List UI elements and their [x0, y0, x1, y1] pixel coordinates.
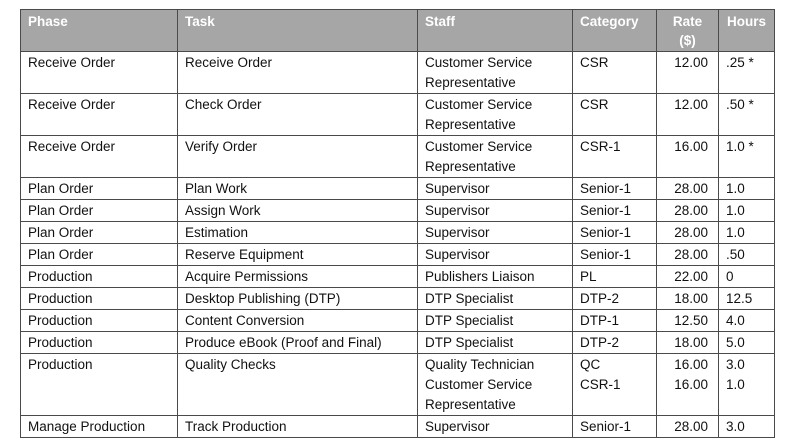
cell-category-line: CSR — [580, 97, 609, 112]
cell-staff-line: Customer Service — [425, 377, 533, 392]
table-row — [21, 416, 775, 438]
cell-hours-line: 1.0 — [726, 181, 745, 196]
cell-hours — [719, 310, 775, 332]
cell-task: Desktop Publishing (DTP) — [178, 288, 418, 310]
cell-rate — [657, 332, 719, 354]
cell-rate-line: 28.00 — [674, 225, 708, 240]
cell-task: Check Order — [178, 94, 418, 136]
cell-rate-line: 28.00 — [674, 181, 708, 196]
cell-hours — [719, 94, 775, 136]
table-row — [21, 288, 775, 310]
cell-rate — [657, 136, 719, 178]
cell-phase: Receive Order — [21, 94, 178, 136]
cell-rate-line: 12.00 — [674, 97, 708, 112]
cell-category-line: DTP-1 — [580, 313, 620, 328]
cell-hours-line: .50 — [726, 247, 745, 262]
cell-hours-line: 1.0 * — [726, 139, 754, 154]
cell-hours — [719, 200, 775, 222]
cell-phase: Plan Order — [21, 178, 178, 200]
cell-rate — [657, 52, 719, 94]
cell-phase: Manage Production — [21, 416, 178, 438]
cell-staff-line: Quality Technician — [425, 357, 535, 372]
cell-rate-line: 28.00 — [674, 419, 708, 434]
cell-phase: Receive Order — [21, 52, 178, 94]
table-row — [21, 178, 775, 200]
cell-rate-line: 28.00 — [674, 203, 708, 218]
table-row — [21, 200, 775, 222]
table-row — [21, 222, 775, 244]
cell-hours-line: 0 — [726, 269, 734, 284]
cell-category-line: DTP-2 — [580, 291, 620, 306]
table-row — [21, 244, 775, 266]
cell-staff-line: DTP Specialist — [425, 335, 514, 350]
cell-staff-line: Supervisor — [425, 225, 490, 240]
cell-category — [573, 52, 657, 94]
cell-task: Verify Order — [178, 136, 418, 178]
cell-staff — [418, 416, 573, 438]
cell-task: Quality Checks — [178, 354, 418, 416]
cell-rate — [657, 266, 719, 288]
cell-category — [573, 416, 657, 438]
cell-category-line: Senior-1 — [580, 203, 632, 218]
cell-category — [573, 310, 657, 332]
cell-staff-line: Publishers Liaison — [425, 269, 535, 284]
cell-rate-line: 18.00 — [674, 291, 708, 306]
cell-category-line: CSR-1 — [580, 377, 621, 392]
cell-task: Produce eBook (Proof and Final) — [178, 332, 418, 354]
cell-staff-line: Customer Service — [425, 55, 533, 70]
cell-phase: Receive Order — [21, 136, 178, 178]
cell-hours — [719, 178, 775, 200]
header-row — [21, 10, 775, 52]
cell-rate — [657, 222, 719, 244]
cell-staff-line: Customer Service — [425, 139, 533, 154]
cell-hours-line: .50 * — [726, 97, 754, 112]
cell-hours — [719, 288, 775, 310]
cell-task: Receive Order — [178, 52, 418, 94]
cell-staff-line: Supervisor — [425, 419, 490, 434]
cell-staff-line: Customer Service — [425, 97, 533, 112]
cell-rate — [657, 94, 719, 136]
cell-category — [573, 332, 657, 354]
cell-rate-line: 22.00 — [674, 269, 708, 284]
cell-hours — [719, 222, 775, 244]
cell-hours-line: 3.0 — [726, 357, 745, 372]
cell-rate — [657, 178, 719, 200]
cell-category-line: Senior-1 — [580, 225, 632, 240]
column-header-staff: Staff — [418, 10, 573, 52]
table-row — [21, 332, 775, 354]
cell-phase: Plan Order — [21, 200, 178, 222]
cell-hours-line: 3.0 — [726, 419, 745, 434]
cell-category — [573, 178, 657, 200]
cell-staff — [418, 222, 573, 244]
table-row — [21, 266, 775, 288]
cell-hours — [719, 332, 775, 354]
cell-staff — [418, 288, 573, 310]
cell-hours-line: 1.0 — [726, 203, 745, 218]
cell-rate-line: 16.00 — [674, 139, 708, 154]
table-row — [21, 136, 775, 178]
cell-category-line: DTP-2 — [580, 335, 620, 350]
cell-phase: Production — [21, 266, 178, 288]
table-row — [21, 310, 775, 332]
cell-category — [573, 288, 657, 310]
cell-staff — [418, 310, 573, 332]
cell-category — [573, 354, 657, 416]
cell-staff-line: Representative — [425, 397, 516, 412]
cell-staff-line: Representative — [425, 75, 516, 90]
cell-staff-line: DTP Specialist — [425, 291, 514, 306]
cell-hours — [719, 244, 775, 266]
cell-staff-line: Supervisor — [425, 181, 490, 196]
cell-rate — [657, 310, 719, 332]
task-cost-table — [20, 9, 775, 438]
cell-task: Reserve Equipment — [178, 244, 418, 266]
cell-phase: Production — [21, 332, 178, 354]
cell-rate-line: 28.00 — [674, 247, 708, 262]
cell-staff-line: DTP Specialist — [425, 313, 514, 328]
column-header-category: Category — [573, 10, 657, 52]
cell-rate — [657, 354, 719, 416]
cell-category-line: Senior-1 — [580, 247, 632, 262]
cell-phase: Production — [21, 354, 178, 416]
cell-task: Estimation — [178, 222, 418, 244]
cell-task: Plan Work — [178, 178, 418, 200]
cell-category — [573, 200, 657, 222]
cell-phase: Plan Order — [21, 222, 178, 244]
cell-rate — [657, 288, 719, 310]
cell-staff — [418, 244, 573, 266]
cell-staff-line: Representative — [425, 159, 516, 174]
cell-category-line: Senior-1 — [580, 419, 632, 434]
table-row — [21, 354, 775, 416]
cell-rate-line: 16.00 — [674, 377, 708, 392]
cell-staff — [418, 94, 573, 136]
cell-staff — [418, 200, 573, 222]
column-header-rate: Rate ($) — [657, 10, 719, 52]
cell-staff — [418, 52, 573, 94]
cell-staff-line: Supervisor — [425, 203, 490, 218]
cell-hours-line: .25 * — [726, 55, 754, 70]
cell-hours — [719, 266, 775, 288]
cell-hours — [719, 354, 775, 416]
table-row — [21, 52, 775, 94]
cell-task: Content Conversion — [178, 310, 418, 332]
cell-hours-line: 12.5 — [726, 291, 753, 306]
cell-category — [573, 266, 657, 288]
cell-phase: Plan Order — [21, 244, 178, 266]
cell-staff — [418, 178, 573, 200]
cell-rate — [657, 416, 719, 438]
cell-task: Assign Work — [178, 200, 418, 222]
column-header-hours: Hours — [719, 10, 775, 52]
cell-phase: Production — [21, 310, 178, 332]
cell-hours-line: 4.0 — [726, 313, 745, 328]
cell-rate-line: 12.00 — [674, 55, 708, 70]
cell-category — [573, 136, 657, 178]
cell-category-line: PL — [580, 269, 597, 284]
cell-staff — [418, 354, 573, 416]
cell-category-line: CSR-1 — [580, 139, 621, 154]
cell-hours-line: 1.0 — [726, 377, 745, 392]
cell-rate-line: 12.50 — [674, 313, 708, 328]
cell-category — [573, 222, 657, 244]
cell-phase: Production — [21, 288, 178, 310]
cell-staff — [418, 332, 573, 354]
cell-hours-line: 1.0 — [726, 225, 745, 240]
cell-staff-line: Representative — [425, 117, 516, 132]
column-header-phase: Phase — [21, 10, 178, 52]
cell-staff-line: Supervisor — [425, 247, 490, 262]
cell-staff — [418, 266, 573, 288]
cell-hours — [719, 136, 775, 178]
cell-task: Track Production — [178, 416, 418, 438]
cell-category — [573, 244, 657, 266]
cell-hours — [719, 416, 775, 438]
cell-rate — [657, 244, 719, 266]
cell-category-line: Senior-1 — [580, 181, 632, 196]
table-row — [21, 94, 775, 136]
cell-rate — [657, 200, 719, 222]
cell-rate-line: 16.00 — [674, 357, 708, 372]
cell-category-line: CSR — [580, 55, 609, 70]
cell-staff — [418, 136, 573, 178]
cell-hours — [719, 52, 775, 94]
cell-hours-line: 5.0 — [726, 335, 745, 350]
cell-rate-line: 18.00 — [674, 335, 708, 350]
cell-task: Acquire Permissions — [178, 266, 418, 288]
cell-category — [573, 94, 657, 136]
table-container — [20, 9, 775, 438]
column-header-task: Task — [178, 10, 418, 52]
cell-category-line: QC — [580, 357, 601, 372]
